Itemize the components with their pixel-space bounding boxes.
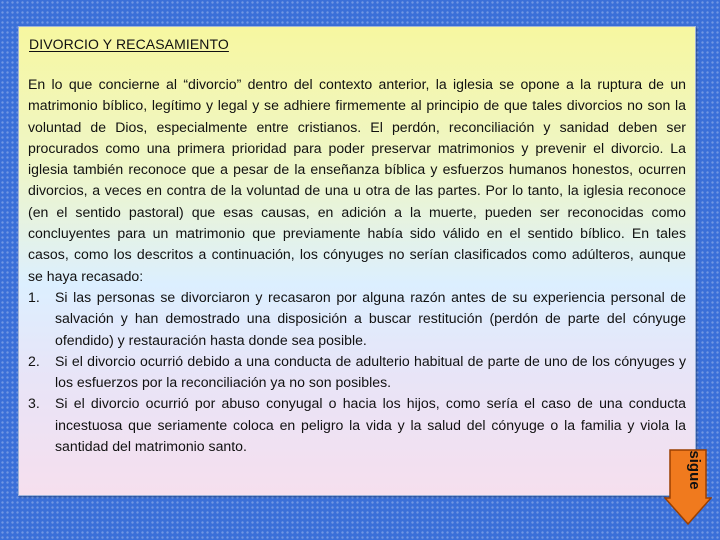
list-item (28, 287, 686, 351)
next-slide-label: sigue (686, 450, 703, 490)
intro-paragraph: En lo que concierne al “divorcio” dentro del contexto anterior, la iglesia se opone a la ruptura de un matrimonio bíblico, legítimo y legal y se adhiere firmemente al principio de que tales divorcios no son la voluntad de Dios, especialmente entre cristianos. El perdón, reconciliación y sanidad deben ser procurados como una primera prioridad para poder preservar matrimonios y prevenir el divorcio. La iglesia también reconoce que a pesar de la enseñanza bíblica y esfuerzos humanos honestos, ocurren divorcios, a veces en contra de la voluntad de una u otra de las partes. Por lo tanto, la iglesia reconoce (en el sentido pastoral) que esas causas, en adición a la muerte, pueden ser reconocidas como concluyentes para un matrimonio que previamente había sido válido en el sentido bíblico. En tales casos, como los descritos a continuación, los cónyuges no serían clasificados como adúlteros, aunque se haya recasado: (28, 76, 686, 284)
list-item-number: 2. (28, 352, 40, 369)
next-slide-button[interactable] (664, 448, 712, 526)
list-item-text: Si el divorcio ocurrió debido a una conducta de adulterio habitual de parte de uno de los cónyuges y los esfuerzos por la reconciliación ya no son posibles. (55, 352, 686, 391)
slide-panel (18, 26, 696, 496)
list-item (28, 393, 686, 457)
list-item-text: Si las personas se divorciaron y recasaron por alguna razón antes de su experiencia personal de salvación y han demostrado una disposición a buscar restitución (perdón de parte del cónyuge ofendido) y restauración hasta donde sea posible. (55, 288, 686, 348)
list-item-text: Si el divorcio ocurrió por abuso conyugal o hacia los hijos, como sería el caso de una conducta incestuosa que seriamente coloca en peligro la vida y la salud del cónyuge o la familia y viola la santidad del matrimonio santo. (55, 395, 686, 455)
list-item (28, 351, 686, 394)
down-arrow-icon (664, 448, 712, 526)
slide-body (28, 74, 686, 457)
list-item-number: 3. (28, 395, 40, 412)
arrow-shape (665, 450, 711, 524)
conditions-list (28, 287, 686, 457)
list-item-number: 1. (28, 288, 40, 305)
slide-title: DIVORCIO Y RECASAMIENTO (29, 36, 229, 52)
